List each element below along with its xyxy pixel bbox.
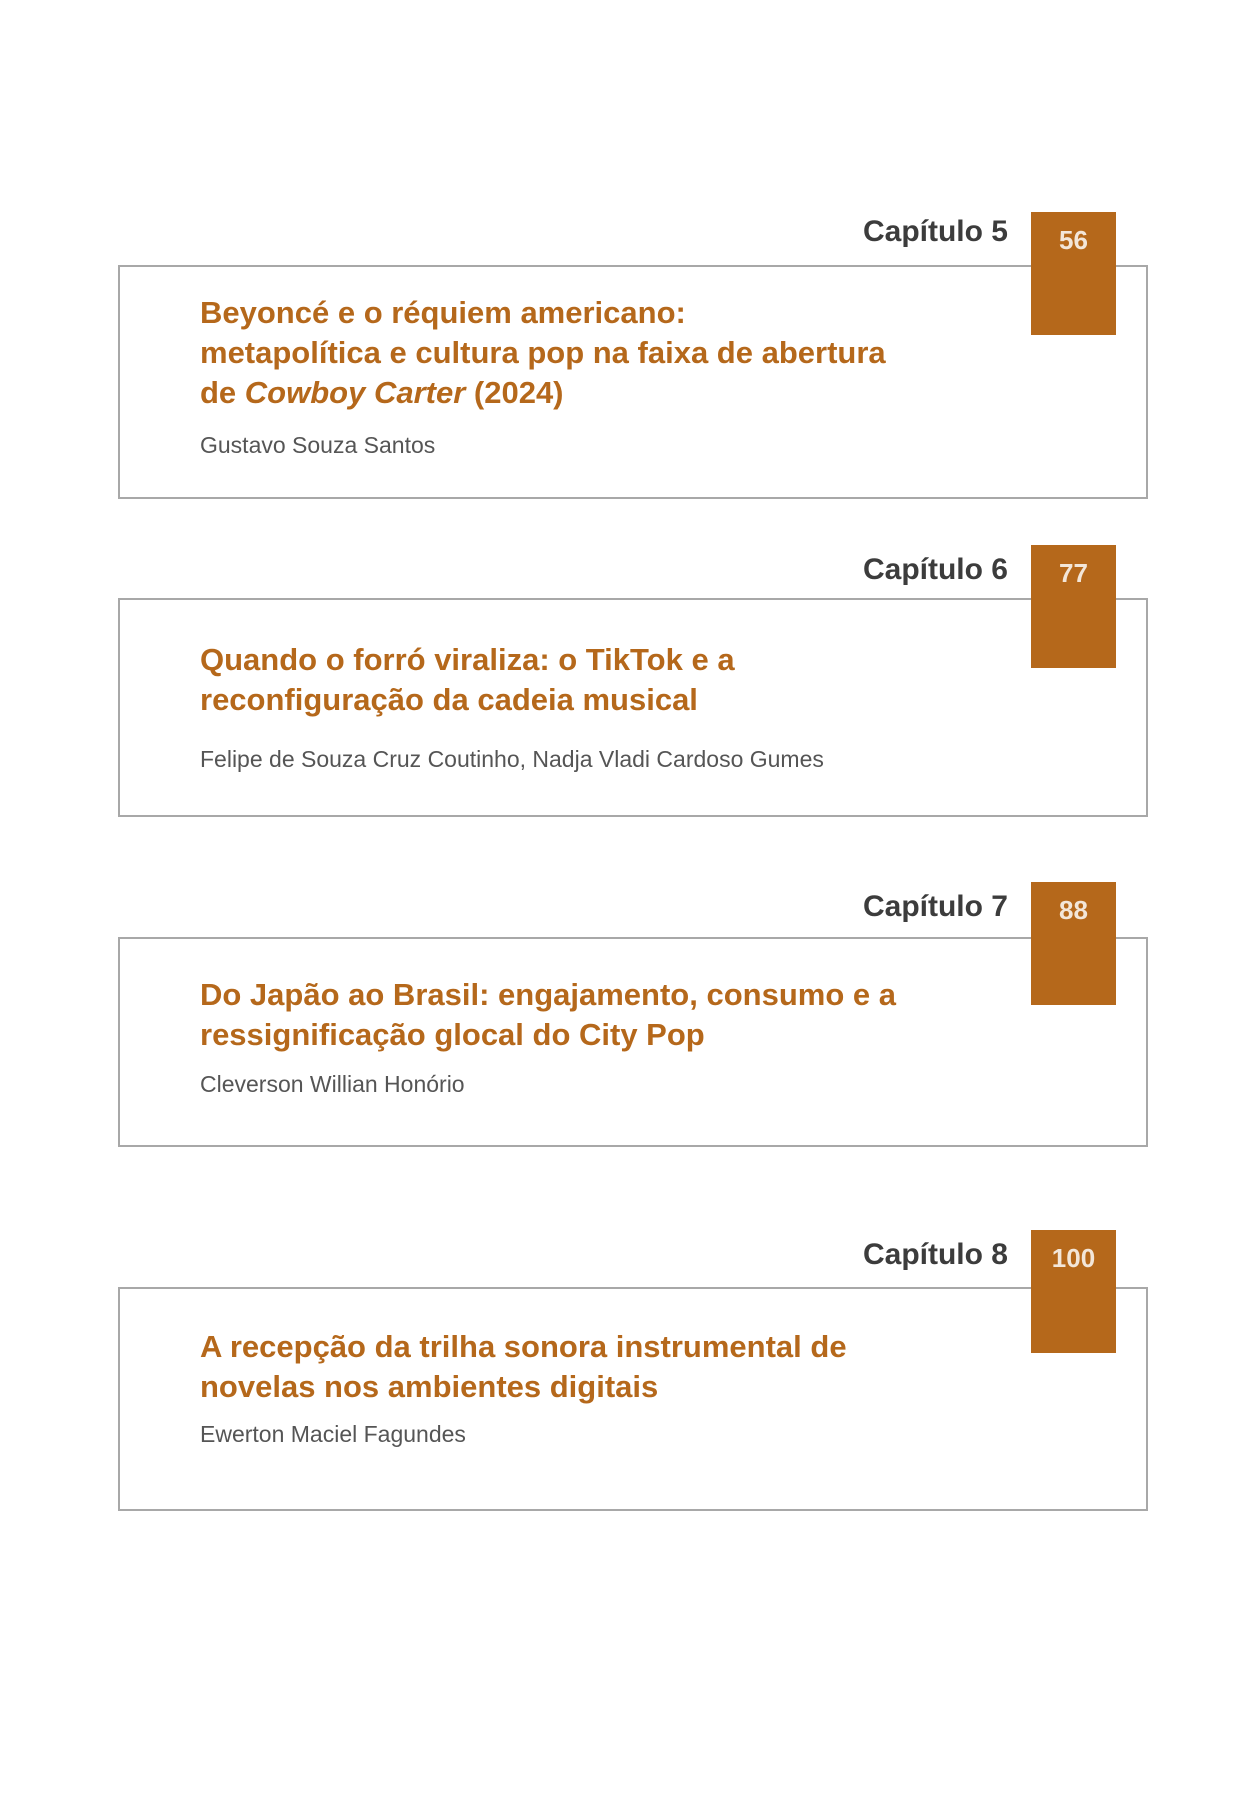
title-line-prefix: de <box>200 375 245 410</box>
chapter-label: Capítulo 6 <box>862 553 1008 586</box>
title-line: reconfiguração da cadeia musical <box>200 682 698 717</box>
page-number-tab[interactable]: 56 <box>1031 212 1116 335</box>
chapter-authors: Ewerton Maciel Fagundes <box>200 1421 466 1447</box>
chapter-title[interactable] <box>200 975 980 1055</box>
title-line: ressignificação glocal do City Pop <box>200 1017 705 1052</box>
chapter-entry-6 <box>118 545 1152 820</box>
title-line: Quando o forró viraliza: o TikTok e a <box>200 642 735 677</box>
chapter-label: Capítulo 5 <box>862 215 1008 248</box>
chapter-title[interactable] <box>200 293 980 413</box>
title-line: A recepção da trilha sonora instrumental de <box>200 1329 847 1364</box>
chapter-authors: Felipe de Souza Cruz Coutinho, Nadja Vladi Cardoso Gumes <box>200 746 824 772</box>
chapter-entry-8 <box>118 1230 1152 1514</box>
chapter-entry-5 <box>118 212 1152 502</box>
chapter-label: Capítulo 7 <box>862 890 1008 923</box>
title-line: metapolítica e cultura pop na faixa de abertura <box>200 335 886 370</box>
chapter-title[interactable] <box>200 1327 980 1407</box>
title-line: novelas nos ambientes digitais <box>200 1369 659 1404</box>
chapter-label: Capítulo 8 <box>862 1238 1008 1271</box>
title-line: Do Japão ao Brasil: engajamento, consumo e a <box>200 977 896 1012</box>
chapter-authors: Cleverson Willian Honório <box>200 1071 465 1097</box>
chapter-entry-7 <box>118 882 1152 1150</box>
chapter-box[interactable] <box>118 937 1148 1147</box>
page-number-tab[interactable]: 88 <box>1031 882 1116 1005</box>
title-line-suffix: (2024) <box>465 375 564 410</box>
chapter-title[interactable] <box>200 640 980 720</box>
title-italic-work: Cowboy Carter <box>244 375 466 410</box>
page-number-tab[interactable]: 77 <box>1031 545 1116 668</box>
page-number-tab[interactable]: 100 <box>1031 1230 1116 1353</box>
title-line: Beyoncé e o réquiem americano: <box>200 295 686 330</box>
chapter-box[interactable] <box>118 265 1148 499</box>
chapter-box[interactable] <box>118 1287 1148 1511</box>
chapter-box[interactable] <box>118 598 1148 817</box>
chapter-authors: Gustavo Souza Santos <box>200 432 436 458</box>
